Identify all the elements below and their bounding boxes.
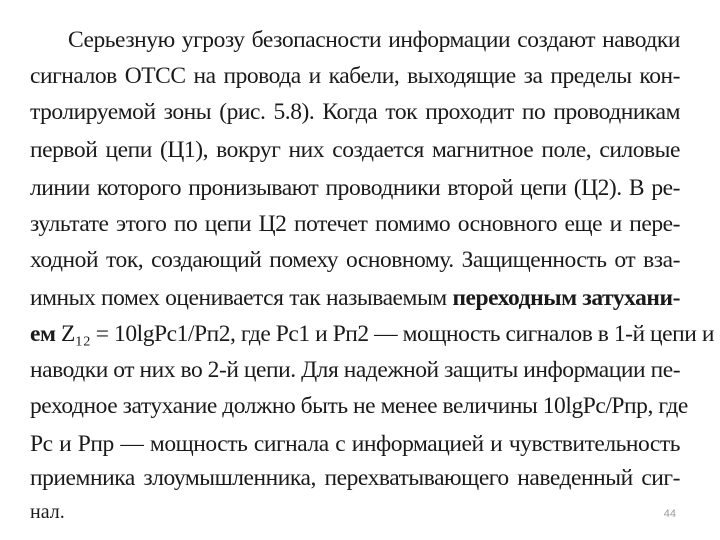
text-line-1: Серьезную угрозу безопасности информации создают наводки xyxy=(68,27,680,53)
text-line-13: приемника злоумышленника, перехватывающего наведенный сиг- xyxy=(30,465,680,491)
text-line-tail: нал. xyxy=(30,501,65,523)
bold-term-part2: ем xyxy=(30,321,56,347)
text-line-12: Pc и Pпр — мощность сигнала с информацией и чувствительность xyxy=(30,431,680,457)
text-line-2: сигналов ОТСС на провода и кабели, выходящие за пределы кон- xyxy=(30,63,680,89)
text-line-6: зультате этого по цепи Ц2 потечет помимо основного еще и пере- xyxy=(30,211,680,237)
text-line-8-plain: имных помех оценивается так называемым xyxy=(30,285,447,311)
text-line-9 xyxy=(30,318,714,350)
text-line-7: ходной ток, создающий помеху основному. Защищенность от вза- xyxy=(30,247,680,273)
text-line-11: реходное затухание должно быть не менее величины 10lgPc/Pпр, где xyxy=(30,393,688,419)
text-line-3: тролируемой зоны (рис. 5.8). Когда ток проходит по проводникам xyxy=(30,99,680,125)
bold-term-part1: переходным затухани- xyxy=(452,285,680,311)
text-line-10: наводки от них во 2-й цепи. Для надежной защиты информации пе- xyxy=(30,357,681,383)
text-line-5: линии которого пронизывают проводники второй цепи (Ц2). В ре- xyxy=(30,175,680,201)
page-number: 44 xyxy=(663,508,676,520)
text-line-9-rest: Z₁₂ = 10lgPc1/Pп2, где Pc1 и Pп2 — мощность сигналов в 1-й цепи и xyxy=(60,321,714,347)
text-line-8 xyxy=(30,282,680,314)
text-line-4: первой цепи (Ц1), вокруг них создается магнитное поле, силовые xyxy=(30,137,680,163)
